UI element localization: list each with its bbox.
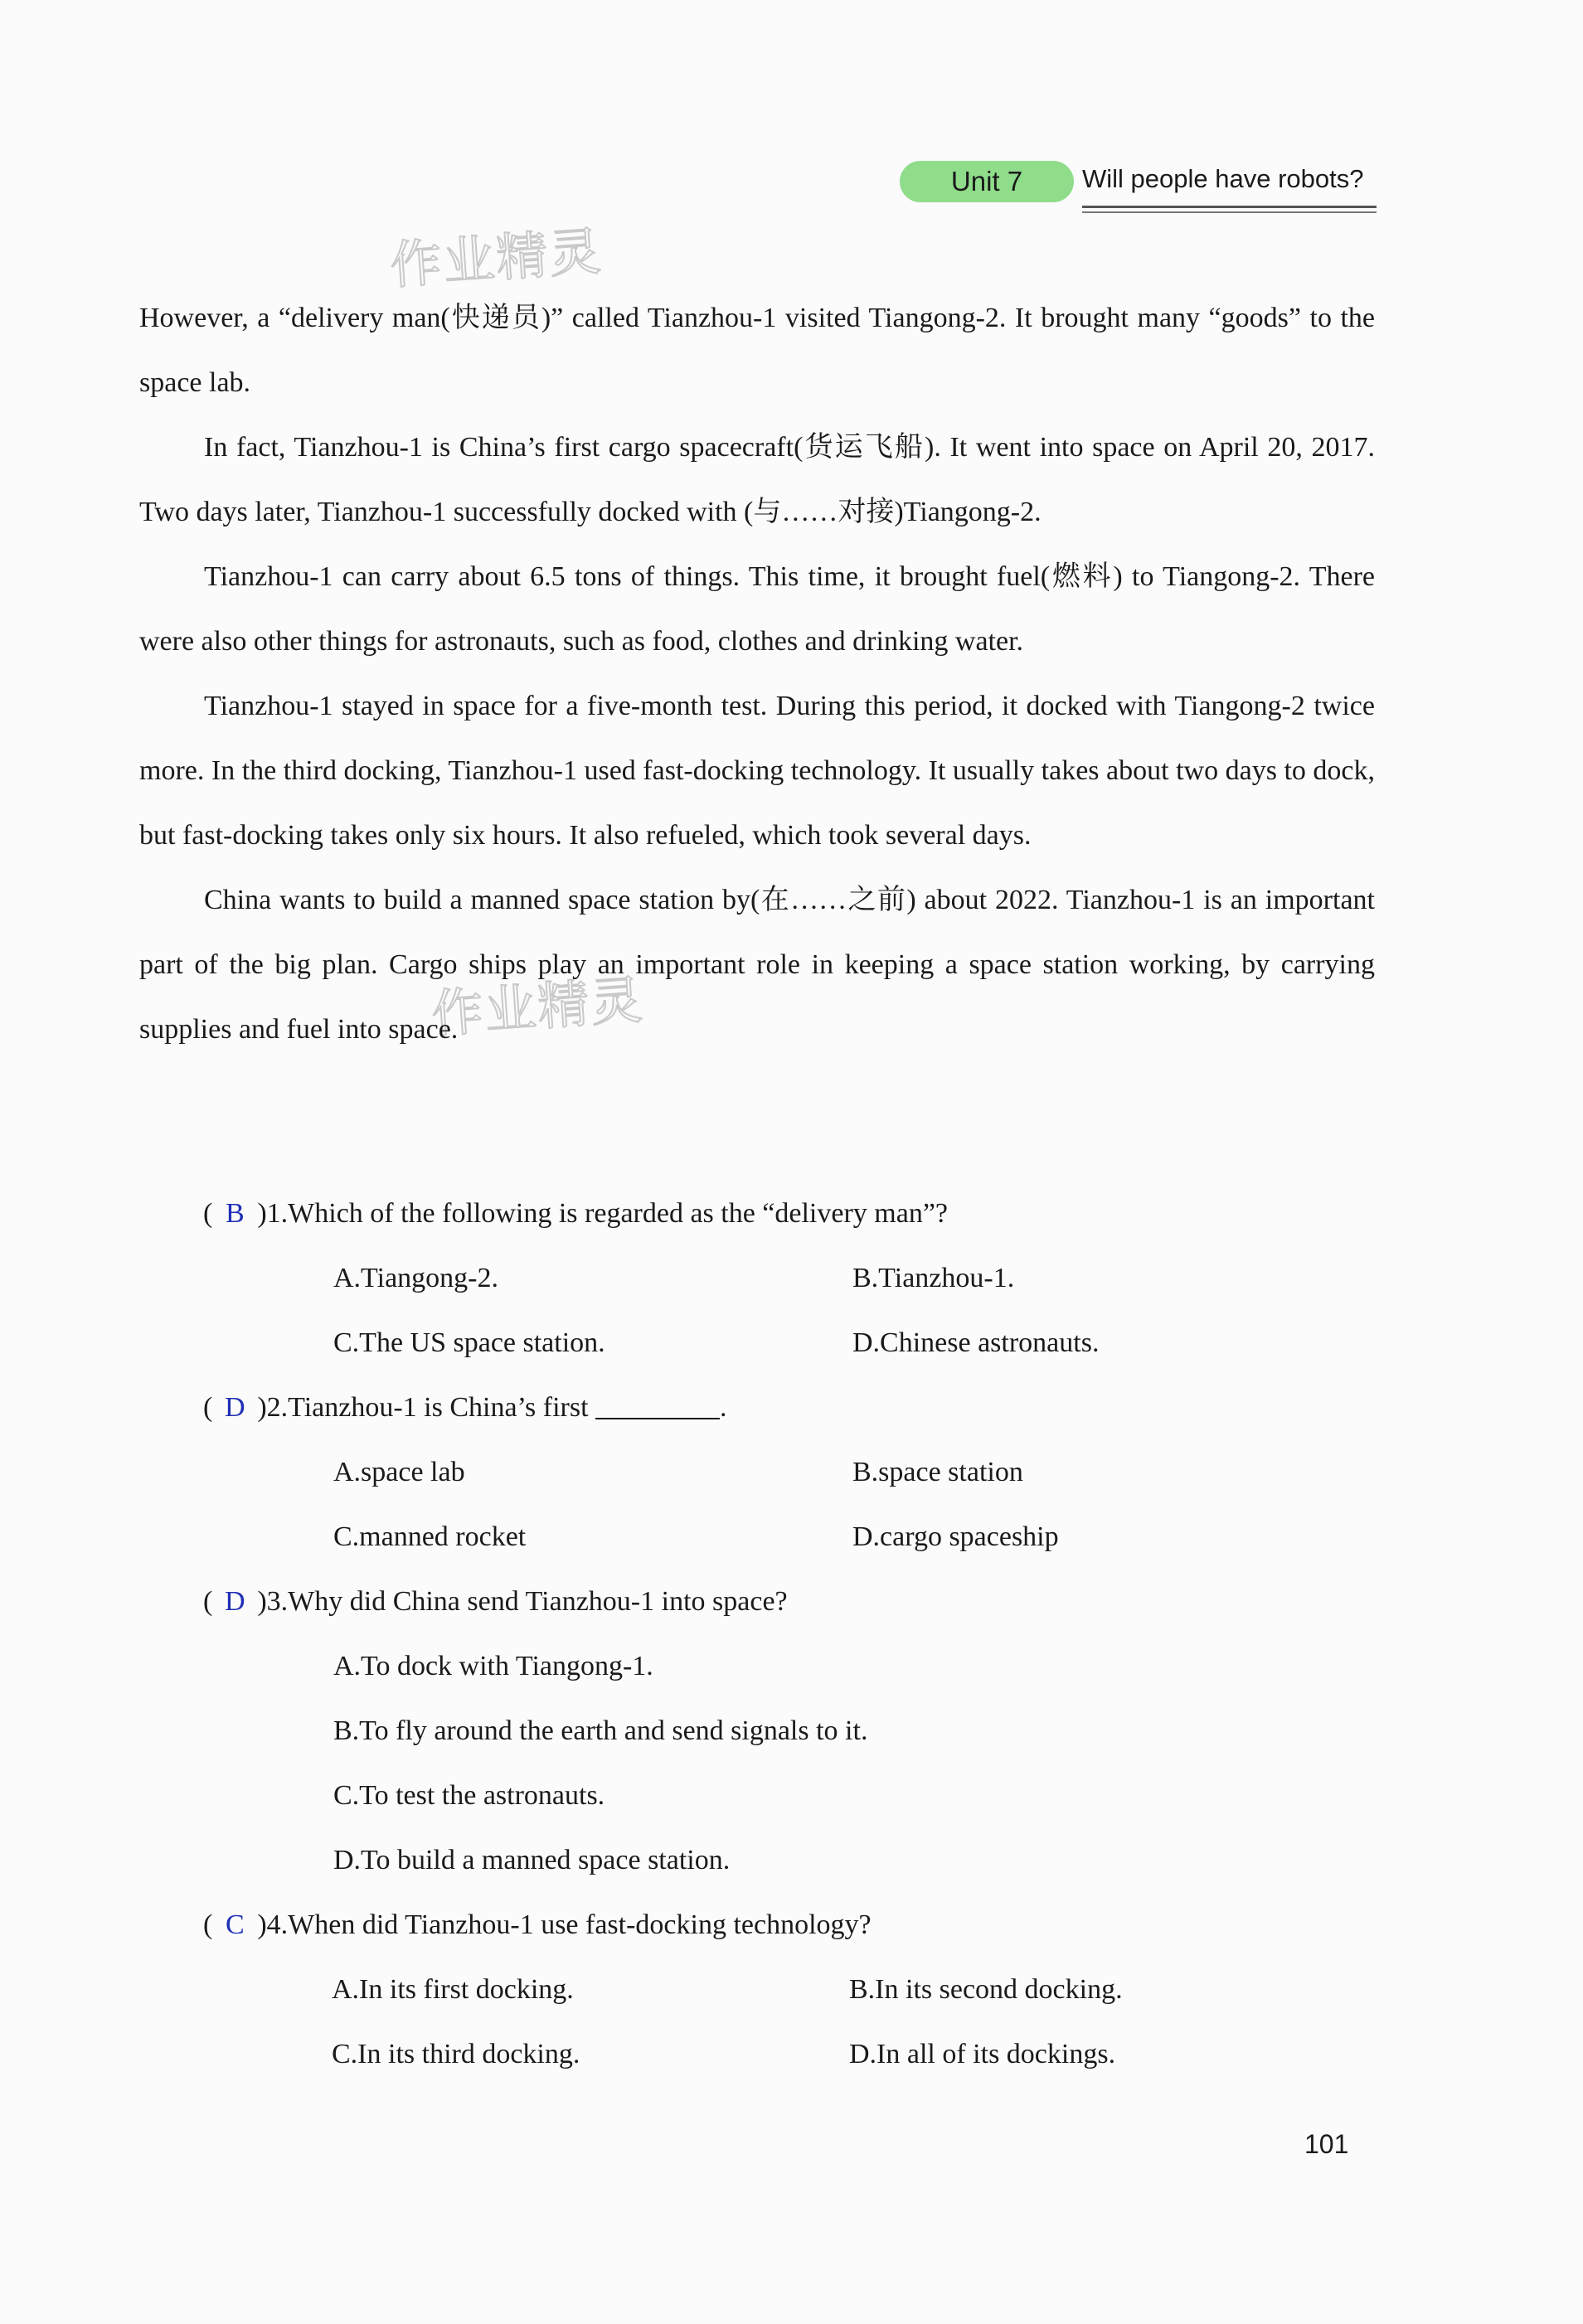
watermark-middle: 作业精灵 xyxy=(430,969,646,1045)
question-2 xyxy=(203,1392,727,1424)
question-1-stem: )1.Which of the following is regarded as the “delivery man”? xyxy=(257,1198,949,1229)
q4-option-b: B.In its second docking. xyxy=(849,1974,1123,2005)
passage-paragraph-3: Tianzhou-1 can carry about 6.5 tons of things. This time, it brought fuel(燃料) to Tiangong-2. There were also other things for astronauts, such as food, clothes and drinking water. xyxy=(139,561,1375,657)
question-1 xyxy=(203,1198,948,1230)
passage-paragraph-2: In fact, Tianzhou-1 is China’s first cargo spacecraft(货运飞船). It went into space on April 20, 2017. Two days later, Tianzhou-1 successfully docked with (与……对接)Tiangong-2. xyxy=(139,432,1375,527)
question-3-stem: )3.Why did China send Tianzhou-1 into space? xyxy=(257,1586,788,1617)
question-3 xyxy=(203,1586,788,1618)
q3-option-a: A.To dock with Tiangong-1. xyxy=(333,1651,653,1681)
q2-option-c: C.manned rocket xyxy=(333,1521,527,1552)
header-rule-secondary xyxy=(1082,211,1377,213)
answer-blank xyxy=(595,1393,720,1419)
answer-1: B xyxy=(225,1198,245,1229)
q3-option-b: B.To fly around the earth and send signals to it. xyxy=(333,1715,868,1746)
q4-option-c: C.In its third docking. xyxy=(332,2039,580,2069)
q1-option-b: B.Tianzhou-1. xyxy=(852,1263,1015,1293)
page-number: 101 xyxy=(1304,2129,1349,2159)
open-paren: ( xyxy=(203,1392,213,1423)
q1-option-d: D.Chinese astronauts. xyxy=(852,1327,1100,1358)
open-paren: ( xyxy=(203,1909,213,1940)
open-paren: ( xyxy=(203,1586,213,1617)
question-4-stem: )4.When did Tianzhou-1 use fast-docking technology? xyxy=(257,1909,872,1940)
answer-4: C xyxy=(225,1909,245,1940)
q4-option-a: A.In its first docking. xyxy=(332,1974,574,2005)
unit-header xyxy=(900,158,1377,217)
answer-2: D xyxy=(225,1392,245,1423)
q4-option-d: D.In all of its dockings. xyxy=(849,2039,1116,2069)
q3-option-d: D.To build a manned space station. xyxy=(333,1845,731,1875)
answer-3: D xyxy=(225,1586,245,1617)
passage-paragraph-1: However, a “delivery man(快递员)” called Tianzhou-1 visited Tiangong-2. It brought many “goods” to the space lab. xyxy=(139,303,1375,398)
watermark-top: 作业精灵 xyxy=(388,221,605,296)
question-2-stem-end: . xyxy=(720,1392,727,1423)
q1-option-a: A.Tiangong-2. xyxy=(333,1263,498,1293)
q2-option-b: B.space station xyxy=(852,1457,1023,1487)
question-2-stem: )2.Tianzhou-1 is China’s first xyxy=(257,1392,589,1423)
open-paren: ( xyxy=(203,1198,213,1229)
passage-paragraph-5: China wants to build a manned space station by(在……之前) about 2022. Tianzhou-1 is an important part of the big plan. Cargo ships play an important role in keeping a space station working, by carrying supplies and fuel into space. xyxy=(139,885,1375,1045)
q3-option-c: C.To test the astronauts. xyxy=(333,1780,605,1811)
unit-title: Will people have robots? xyxy=(1082,164,1364,193)
q1-option-c: C.The US space station. xyxy=(333,1327,605,1358)
passage-paragraph-4: Tianzhou-1 stayed in space for a five-month test. During this period, it docked with Tiangong-2 twice more. In the third docking, Tianzhou-1 used fast-docking technology. It usually takes about two days to dock, but fast-docking takes only six hours. It also refueled, which took several days. xyxy=(139,691,1375,851)
reading-passage xyxy=(139,286,1375,1062)
question-4 xyxy=(203,1909,872,1941)
unit-badge: Unit 7 xyxy=(900,161,1074,202)
header-rule xyxy=(1082,206,1377,208)
q2-option-a: A.space lab xyxy=(333,1457,465,1487)
q2-option-d: D.cargo spaceship xyxy=(852,1521,1059,1552)
